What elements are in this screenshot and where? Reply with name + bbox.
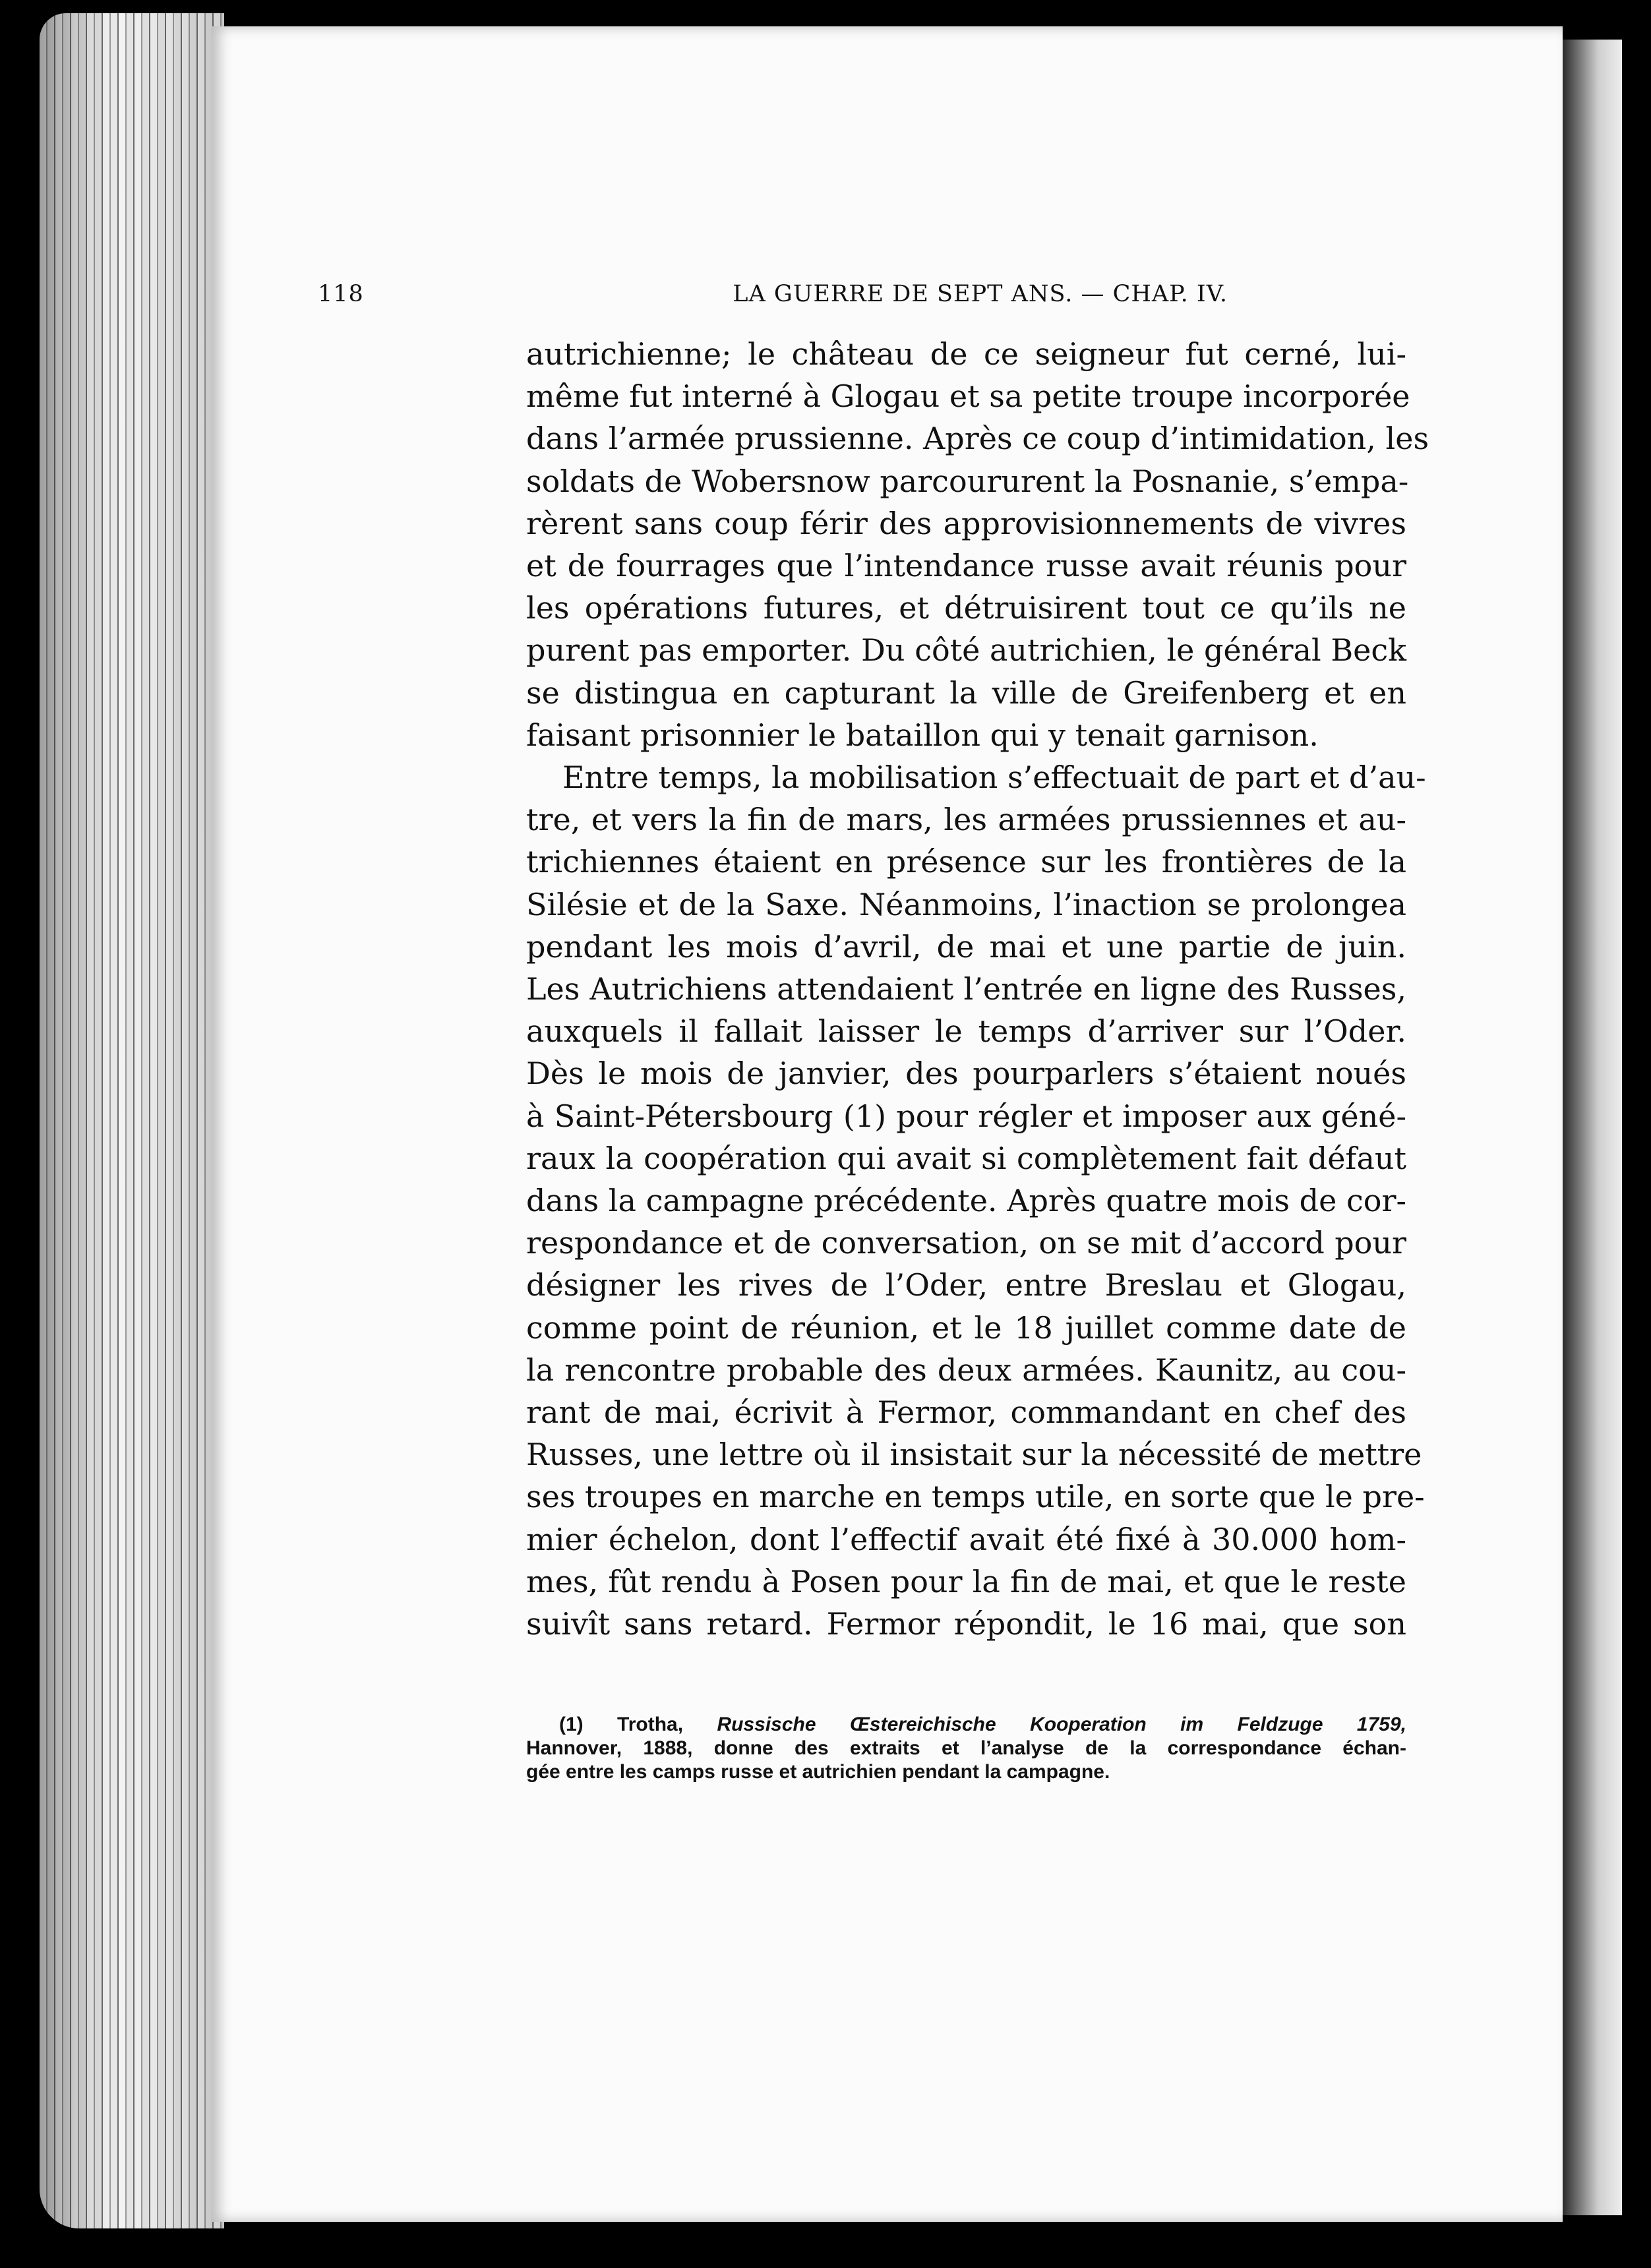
text-line: Les Autrichiens attendaient l’entrée en ligne des Russes,: [526, 971, 1406, 1007]
text-line: dans l’armée prussienne. Après ce coup d’intimidation, les: [526, 421, 1429, 457]
text-line: Russes, une lettre où il insistait sur la nécessité de mettre: [526, 1437, 1422, 1473]
text-line: rèrent sans coup férir des approvisionnements de vivres: [526, 505, 1406, 541]
text-line: trichiennes étaient en présence sur les frontières de la: [526, 844, 1406, 880]
text-line: Entre temps, la mobilisation s’effectuait de part et d’au-: [562, 760, 1426, 796]
text-line: rant de mai, écrivit à Fermor, commandant en chef des: [526, 1394, 1406, 1431]
text-line: la rencontre probable des deux armées. Kaunitz, au cou-: [526, 1352, 1406, 1388]
text-line: purent pas emporter. Du côté autrichien, le général Beck: [526, 632, 1406, 669]
body-text: [526, 333, 1429, 1645]
text-line: à Saint-Pétersbourg (1) pour régler et imposer aux géné-: [526, 1098, 1406, 1134]
footnote-citation: (1) Trotha,: [559, 1714, 717, 1735]
text-line: désigner les rives de l’Oder, entre Breslau et Glogau,: [526, 1267, 1406, 1303]
page-number: 118: [318, 281, 364, 307]
book-gutter-right: [1563, 40, 1622, 2215]
text-line: même fut interné à Glogau et sa petite troupe incorporée: [526, 378, 1410, 415]
text-line: mier échelon, dont l’effectif avait été fixé à 30.000 hom-: [526, 1521, 1406, 1557]
footnote-line: Hannover, 1888, donne des extraits et l’analyse de la correspondance échan-: [526, 1737, 1406, 1759]
book-page-edges: [40, 13, 224, 2228]
text-line: dans la campagne précédente. Après quatre mois de cor-: [526, 1183, 1406, 1219]
text-line: ses troupes en marche en temps utile, en sorte que le pre-: [526, 1479, 1425, 1515]
text-line: respondance et de conversation, on se mit d’accord pour: [526, 1225, 1406, 1261]
text-line: et de fourrages que l’intendance russe avait réunis pour: [526, 548, 1406, 584]
text-line: les opérations futures, et détruisirent tout ce qu’ils ne: [526, 590, 1406, 626]
text-line: raux la coopération qui avait si complètement fait défaut: [526, 1140, 1406, 1176]
text-line: suivît sans retard. Fermor répondit, le 16 mai, que son: [526, 1606, 1406, 1642]
text-line: se distingua en capturant la ville de Greifenberg et en: [526, 674, 1406, 711]
text-line: autrichienne; le château de ce seigneur fut cerné, lui-: [526, 336, 1406, 372]
text-line: pendant les mois d’avril, de mai et une partie de juin.: [526, 928, 1406, 965]
footnote-line: [526, 1713, 1406, 1737]
text-line: auxquels il fallait laisser le temps d’arriver sur l’Oder.: [526, 1013, 1406, 1050]
footnote-work-title: Russische Œstereichische Kooperation im Feldzuge 1759,: [717, 1714, 1406, 1735]
text-line: Dès le mois de janvier, des pourparlers s’étaient noués: [526, 1056, 1406, 1092]
footnote-line: gée entre les camps russe et autrichien pendant la campagne.: [526, 1761, 1110, 1783]
footnote: [526, 1713, 1406, 1784]
text-line: mes, fût rendu à Posen pour la fin de mai, et que le reste: [526, 1563, 1406, 1599]
text-line: soldats de Wobersnow parcoururent la Posnanie, s’empa-: [526, 463, 1409, 499]
text-line: tre, et vers la fin de mars, les armées prussiennes et au-: [526, 802, 1406, 838]
text-line: comme point de réunion, et le 18 juillet comme date de: [526, 1309, 1406, 1346]
text-line: Silésie et de la Saxe. Néanmoins, l’inaction se prolongea: [526, 886, 1406, 922]
text-line: faisant prisonnier le bataillon qui y tenait garnison.: [526, 717, 1319, 753]
running-head-title: LA GUERRE DE SEPT ANS. — CHAP. IV.: [733, 281, 1228, 307]
running-head: [318, 281, 1234, 310]
